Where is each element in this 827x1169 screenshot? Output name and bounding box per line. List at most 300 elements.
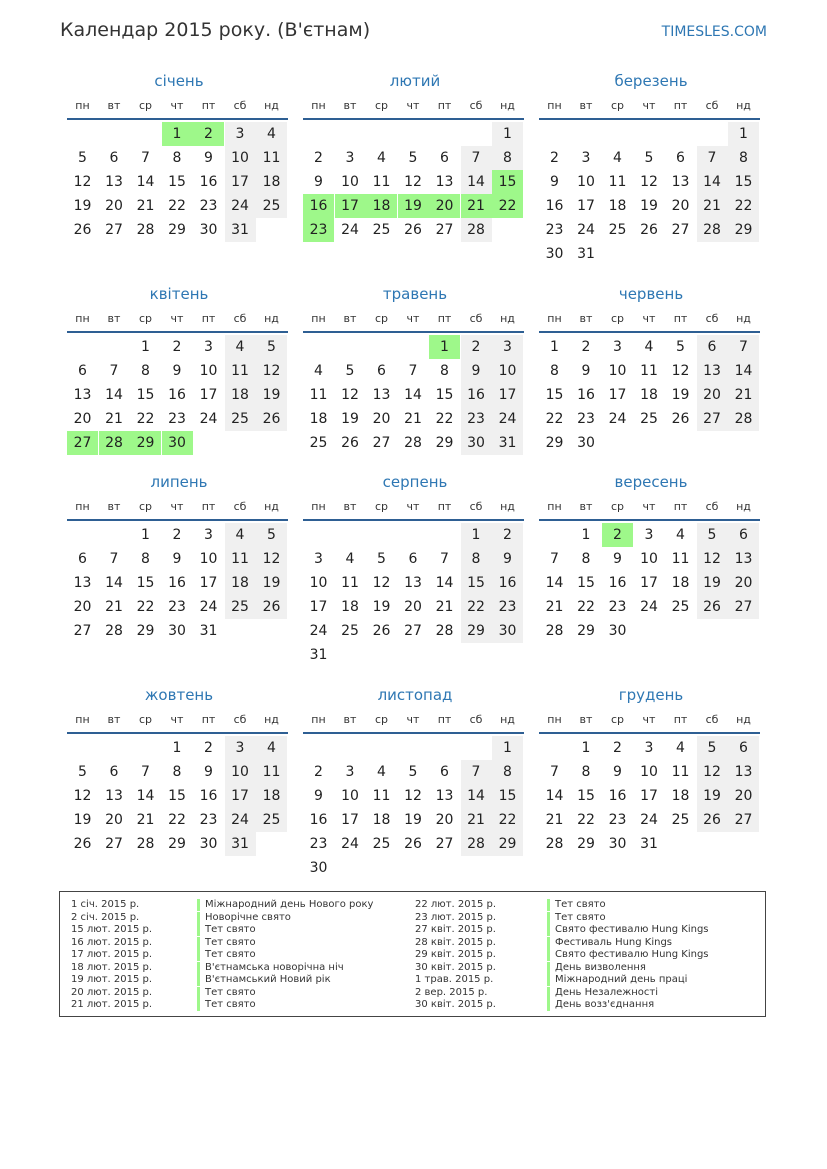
day-cell: 7 xyxy=(550,764,559,780)
day-cell: 20 xyxy=(73,411,92,427)
day-cell: 9 xyxy=(314,788,323,804)
day-cell: 25 xyxy=(671,812,690,828)
holiday-day-cell: 17 xyxy=(335,194,366,218)
weekday-label: нд xyxy=(264,713,279,726)
day-cell: 3 xyxy=(225,122,256,146)
day-cell: 3 xyxy=(345,150,355,166)
brand-link[interactable]: TIMESLES.COM xyxy=(661,24,767,40)
day-cell: 6 xyxy=(109,764,119,780)
day-cell: 17 xyxy=(640,575,658,591)
day-cell: 21 xyxy=(545,599,564,615)
day-cell: 1 xyxy=(581,527,591,543)
weekday-label: вт xyxy=(343,312,357,325)
legend-date: 2 вер. 2015 р. xyxy=(415,986,488,998)
day-cell: 14 xyxy=(461,170,492,194)
weekday-label: сб xyxy=(469,500,483,513)
holiday-day-cell: 15 xyxy=(492,170,523,194)
day-cell: 15 xyxy=(435,387,454,403)
weekday-label: пт xyxy=(437,99,452,112)
day-cell: 31 xyxy=(640,836,658,852)
day-cell: 28 xyxy=(545,623,564,639)
day-cell: 1 xyxy=(141,339,150,355)
day-cell: 19 xyxy=(73,198,92,214)
weekday-label: сб xyxy=(705,500,719,513)
day-cell: 25 xyxy=(341,623,359,639)
month-3 xyxy=(539,72,763,272)
legend-holiday-name: Тет свято xyxy=(547,899,606,911)
day-cell: 22 xyxy=(136,599,155,615)
day-cell: 15 xyxy=(728,170,759,194)
day-cell: 5 xyxy=(697,523,728,547)
day-cell: 25 xyxy=(372,836,391,852)
day-cell: 17 xyxy=(640,788,658,804)
day-cell: 18 xyxy=(256,784,287,808)
day-cell: 5 xyxy=(408,764,418,780)
day-cell: 7 xyxy=(728,335,759,359)
day-cell: 29 xyxy=(435,435,454,451)
day-cell: 22 xyxy=(168,198,186,214)
legend-holiday-name: В'єтнамський Новий рік xyxy=(197,974,331,986)
day-cell: 7 xyxy=(109,551,119,567)
day-cell: 24 xyxy=(640,812,658,828)
weekday-label: нд xyxy=(500,713,515,726)
day-cell: 24 xyxy=(341,222,359,238)
holiday-day-cell: 21 xyxy=(461,194,492,218)
day-cell: 21 xyxy=(136,198,155,214)
day-cell: 1 xyxy=(141,527,150,543)
day-cell: 25 xyxy=(372,222,391,238)
day-cell: 18 xyxy=(225,383,256,407)
page-title: Календар 2015 року. (В'єтнам) xyxy=(60,19,371,41)
day-cell: 27 xyxy=(372,435,391,451)
day-cell: 7 xyxy=(141,150,150,166)
day-cell: 25 xyxy=(309,435,328,451)
legend-holiday-name: Свято фестивалю Hung Kings xyxy=(547,924,709,936)
day-cell: 26 xyxy=(404,836,422,852)
day-cell: 8 xyxy=(581,764,591,780)
day-cell: 5 xyxy=(345,363,355,379)
day-cell: 14 xyxy=(435,575,454,591)
weekday-label: пт xyxy=(437,713,452,726)
day-cell: 23 xyxy=(577,411,595,427)
day-cell: 29 xyxy=(577,623,595,639)
day-cell: 24 xyxy=(640,599,658,615)
holiday-day-cell: 19 xyxy=(398,194,429,218)
weekday-label: пт xyxy=(201,713,216,726)
day-cell: 2 xyxy=(492,523,523,547)
day-cell: 13 xyxy=(697,359,728,383)
legend-date: 30 квіт. 2015 р. xyxy=(415,961,496,973)
weekday-label: пт xyxy=(437,500,452,513)
day-cell: 1 xyxy=(172,740,182,756)
holiday-day-cell: 29 xyxy=(130,431,161,455)
day-cell: 24 xyxy=(608,411,627,427)
weekday-label: нд xyxy=(736,500,751,513)
holiday-day-cell: 27 xyxy=(67,431,98,455)
month-8 xyxy=(303,473,527,673)
day-cell: 26 xyxy=(404,222,422,238)
weekday-label: сб xyxy=(233,99,247,112)
day-cell: 2 xyxy=(613,740,622,756)
legend-date: 2 січ. 2015 р. xyxy=(71,911,140,923)
day-cell: 13 xyxy=(728,547,759,571)
day-cell: 23 xyxy=(545,222,564,238)
day-cell: 20 xyxy=(404,599,422,615)
weekday-label: вт xyxy=(107,312,121,325)
day-cell: 23 xyxy=(492,595,523,619)
month-11 xyxy=(303,686,527,886)
legend-holiday-name: День визволення xyxy=(547,962,646,974)
weekday-label: пт xyxy=(673,99,688,112)
legend-holiday-name: В'єтнамська новорічна ніч xyxy=(197,962,344,974)
day-cell: 13 xyxy=(73,387,92,403)
weekday-label: пн xyxy=(311,99,326,112)
day-cell: 28 xyxy=(461,218,492,242)
weekday-label: сб xyxy=(469,713,483,726)
weekday-label: чт xyxy=(642,312,656,325)
day-cell: 5 xyxy=(644,150,654,166)
day-cell: 28 xyxy=(105,623,123,639)
weekday-label: пн xyxy=(75,312,90,325)
month-title: січень xyxy=(154,72,204,90)
day-cell: 23 xyxy=(309,836,328,852)
legend-holiday-name: Тет свято xyxy=(197,949,256,961)
day-cell: 10 xyxy=(492,359,523,383)
legend-holiday-name: Тет свято xyxy=(197,999,256,1011)
day-cell: 13 xyxy=(372,387,391,403)
day-cell: 3 xyxy=(613,339,622,355)
day-cell: 22 xyxy=(728,194,759,218)
day-cell: 10 xyxy=(341,174,359,190)
day-cell: 14 xyxy=(697,170,728,194)
day-cell: 7 xyxy=(408,363,418,379)
day-cell: 3 xyxy=(204,339,213,355)
weekday-label: ср xyxy=(610,500,625,513)
day-cell: 12 xyxy=(341,387,359,403)
header-rule xyxy=(67,519,288,521)
day-cell: 11 xyxy=(671,551,690,567)
day-cell: 29 xyxy=(168,222,186,238)
day-cell: 22 xyxy=(577,812,595,828)
day-cell: 6 xyxy=(408,551,418,567)
day-cell: 12 xyxy=(256,547,287,571)
day-cell: 20 xyxy=(372,411,391,427)
header-rule xyxy=(303,519,524,521)
day-cell: 26 xyxy=(73,222,92,238)
day-cell: 29 xyxy=(168,836,186,852)
weekday-label: вт xyxy=(107,99,121,112)
weekday-label: вт xyxy=(343,500,357,513)
legend-date: 1 трав. 2015 р. xyxy=(415,974,494,985)
day-cell: 23 xyxy=(608,812,627,828)
month-2 xyxy=(303,72,527,272)
day-cell: 30 xyxy=(199,222,218,238)
day-cell: 11 xyxy=(608,174,627,190)
day-cell: 14 xyxy=(728,359,759,383)
day-cell: 17 xyxy=(225,784,256,808)
weekday-label: ср xyxy=(374,312,389,325)
day-cell: 25 xyxy=(671,599,690,615)
day-cell: 8 xyxy=(440,363,449,379)
day-cell: 6 xyxy=(440,764,449,780)
holiday-day-cell: 18 xyxy=(366,194,397,218)
day-cell: 20 xyxy=(728,571,759,595)
weekday-label: сб xyxy=(233,500,247,513)
day-cell: 12 xyxy=(73,788,92,804)
day-cell: 28 xyxy=(728,407,759,431)
weekday-label: чт xyxy=(406,500,420,513)
weekday-label: вт xyxy=(579,713,593,726)
day-cell: 6 xyxy=(377,363,386,379)
day-cell: 30 xyxy=(199,836,218,852)
day-cell: 12 xyxy=(256,359,287,383)
day-cell: 12 xyxy=(372,575,391,591)
day-cell: 3 xyxy=(581,150,591,166)
day-cell: 2 xyxy=(172,527,182,543)
day-cell: 14 xyxy=(136,788,155,804)
day-cell: 9 xyxy=(204,150,213,166)
day-cell: 9 xyxy=(581,363,591,379)
day-cell: 29 xyxy=(728,218,759,242)
day-cell: 25 xyxy=(608,222,627,238)
day-cell: 16 xyxy=(577,387,595,403)
day-cell: 20 xyxy=(105,812,123,828)
weekday-label: ср xyxy=(138,312,153,325)
weekday-label: чт xyxy=(170,99,184,112)
weekday-label: ср xyxy=(374,713,389,726)
day-cell: 18 xyxy=(671,788,690,804)
day-cell: 14 xyxy=(461,784,492,808)
day-cell: 25 xyxy=(256,808,287,832)
day-cell: 18 xyxy=(341,599,359,615)
weekday-label: ср xyxy=(138,500,153,513)
header-rule xyxy=(67,331,288,333)
day-cell: 5 xyxy=(377,551,386,567)
day-cell: 22 xyxy=(168,812,186,828)
holiday-day-cell: 16 xyxy=(303,194,334,218)
day-cell: 16 xyxy=(199,174,218,190)
day-cell: 14 xyxy=(545,788,564,804)
day-cell: 21 xyxy=(136,812,155,828)
weekday-label: нд xyxy=(264,500,279,513)
day-cell: 1 xyxy=(492,736,523,760)
day-cell: 11 xyxy=(640,363,658,379)
day-cell: 5 xyxy=(78,764,87,780)
day-cell: 24 xyxy=(199,599,218,615)
day-cell: 30 xyxy=(492,619,523,643)
day-cell: 28 xyxy=(435,623,454,639)
day-cell: 2 xyxy=(550,150,559,166)
day-cell: 19 xyxy=(73,812,92,828)
month-12 xyxy=(539,686,763,886)
header-rule xyxy=(303,732,524,734)
day-cell: 6 xyxy=(728,736,759,760)
day-cell: 10 xyxy=(577,174,595,190)
weekday-label: нд xyxy=(264,99,279,112)
month-title: червень xyxy=(618,285,684,303)
day-cell: 26 xyxy=(73,836,92,852)
day-cell: 9 xyxy=(461,359,492,383)
weekday-label: пт xyxy=(201,500,216,513)
day-cell: 9 xyxy=(314,174,323,190)
weekday-label: пн xyxy=(547,99,562,112)
holiday-day-cell: 1 xyxy=(429,335,460,359)
weekday-label: пн xyxy=(311,713,326,726)
weekday-label: ср xyxy=(610,713,625,726)
day-cell: 11 xyxy=(256,760,287,784)
month-4 xyxy=(67,285,291,485)
holiday-day-cell: 23 xyxy=(303,218,334,242)
legend-date: 21 лют. 2015 р. xyxy=(71,999,153,1010)
day-cell: 8 xyxy=(172,764,182,780)
day-cell: 5 xyxy=(256,335,287,359)
day-cell: 6 xyxy=(78,551,87,567)
day-cell: 26 xyxy=(341,435,359,451)
header-rule xyxy=(303,118,524,120)
day-cell: 10 xyxy=(225,760,256,784)
day-cell: 17 xyxy=(225,170,256,194)
day-cell: 5 xyxy=(78,150,87,166)
weekday-label: сб xyxy=(705,713,719,726)
day-cell: 6 xyxy=(676,150,685,166)
day-cell: 1 xyxy=(461,523,492,547)
month-title: грудень xyxy=(618,686,684,704)
weekday-label: чт xyxy=(170,713,184,726)
holiday-day-cell: 30 xyxy=(162,431,193,455)
day-cell: 15 xyxy=(577,575,595,591)
day-cell: 20 xyxy=(728,784,759,808)
day-cell: 23 xyxy=(199,198,218,214)
day-cell: 24 xyxy=(492,407,523,431)
day-cell: 6 xyxy=(697,335,728,359)
holiday-day-cell: 1 xyxy=(162,122,193,146)
day-cell: 17 xyxy=(608,387,627,403)
day-cell: 18 xyxy=(671,575,690,591)
day-cell: 17 xyxy=(577,198,595,214)
legend-date: 18 лют. 2015 р. xyxy=(71,961,153,973)
weekday-label: чт xyxy=(642,713,656,726)
day-cell: 1 xyxy=(581,740,591,756)
day-cell: 26 xyxy=(256,407,287,431)
day-cell: 14 xyxy=(105,575,123,591)
weekday-label: чт xyxy=(406,312,420,325)
day-cell: 4 xyxy=(676,740,685,756)
month-title: вересень xyxy=(614,473,688,491)
day-cell: 9 xyxy=(492,547,523,571)
day-cell: 26 xyxy=(697,808,728,832)
day-cell: 10 xyxy=(199,551,218,567)
legend-date: 29 квіт. 2015 р. xyxy=(415,949,496,960)
day-cell: 17 xyxy=(199,575,218,591)
day-cell: 13 xyxy=(435,788,454,804)
day-cell: 13 xyxy=(728,760,759,784)
day-cell: 9 xyxy=(613,764,622,780)
day-cell: 31 xyxy=(225,832,256,856)
day-cell: 27 xyxy=(435,836,454,852)
day-cell: 22 xyxy=(545,411,564,427)
day-cell: 1 xyxy=(728,122,759,146)
day-cell: 18 xyxy=(225,571,256,595)
day-cell: 15 xyxy=(492,784,523,808)
day-cell: 30 xyxy=(168,623,186,639)
day-cell: 7 xyxy=(697,146,728,170)
day-cell: 29 xyxy=(545,435,564,451)
day-cell: 31 xyxy=(225,218,256,242)
day-cell: 6 xyxy=(728,523,759,547)
month-title: березень xyxy=(614,72,688,90)
day-cell: 31 xyxy=(577,246,595,262)
legend-date: 1 січ. 2015 р. xyxy=(71,899,140,910)
day-cell: 8 xyxy=(141,363,150,379)
day-cell: 26 xyxy=(256,595,287,619)
day-cell: 12 xyxy=(671,363,690,379)
day-cell: 20 xyxy=(105,198,123,214)
day-cell: 22 xyxy=(577,599,595,615)
day-cell: 27 xyxy=(105,836,123,852)
legend-date: 20 лют. 2015 р. xyxy=(71,986,153,998)
weekday-label: вт xyxy=(579,312,593,325)
day-cell: 24 xyxy=(225,808,256,832)
day-cell: 27 xyxy=(404,623,422,639)
day-cell: 17 xyxy=(309,599,328,615)
day-cell: 1 xyxy=(492,122,523,146)
day-cell: 3 xyxy=(225,736,256,760)
day-cell: 10 xyxy=(309,575,328,591)
day-cell: 29 xyxy=(461,619,492,643)
day-cell: 10 xyxy=(225,146,256,170)
weekday-label: чт xyxy=(170,312,184,325)
header-rule xyxy=(303,331,524,333)
day-cell: 11 xyxy=(256,146,287,170)
day-cell: 2 xyxy=(461,335,492,359)
day-cell: 25 xyxy=(225,407,256,431)
day-cell: 6 xyxy=(440,150,449,166)
day-cell: 20 xyxy=(73,599,92,615)
day-cell: 16 xyxy=(199,788,218,804)
day-cell: 18 xyxy=(309,411,328,427)
day-cell: 2 xyxy=(314,764,323,780)
day-cell: 6 xyxy=(78,363,87,379)
day-cell: 13 xyxy=(435,174,454,190)
day-cell: 22 xyxy=(461,595,492,619)
day-cell: 8 xyxy=(461,547,492,571)
day-cell: 11 xyxy=(341,575,359,591)
day-cell: 15 xyxy=(136,575,155,591)
day-cell: 10 xyxy=(199,363,218,379)
weekday-label: сб xyxy=(469,99,483,112)
day-cell: 21 xyxy=(697,194,728,218)
day-cell: 19 xyxy=(671,387,690,403)
weekday-label: нд xyxy=(500,500,515,513)
day-cell: 22 xyxy=(136,411,155,427)
day-cell: 21 xyxy=(105,411,123,427)
legend-holiday-name: Міжнародний день праці xyxy=(547,974,687,986)
day-cell: 21 xyxy=(435,599,454,615)
legend-holiday-name: Тет свято xyxy=(197,924,256,936)
legend-holiday-name: Тет свято xyxy=(547,912,606,924)
day-cell: 2 xyxy=(204,740,213,756)
legend-holiday-name: День Незалежності xyxy=(547,987,658,999)
day-cell: 28 xyxy=(461,832,492,856)
day-cell: 16 xyxy=(608,575,627,591)
day-cell: 24 xyxy=(225,194,256,218)
holiday-legend xyxy=(59,891,766,1017)
holiday-day-cell: 28 xyxy=(99,431,130,455)
day-cell: 4 xyxy=(225,523,256,547)
legend-date: 15 лют. 2015 р. xyxy=(71,924,153,935)
day-cell: 27 xyxy=(435,222,454,238)
day-cell: 15 xyxy=(461,571,492,595)
